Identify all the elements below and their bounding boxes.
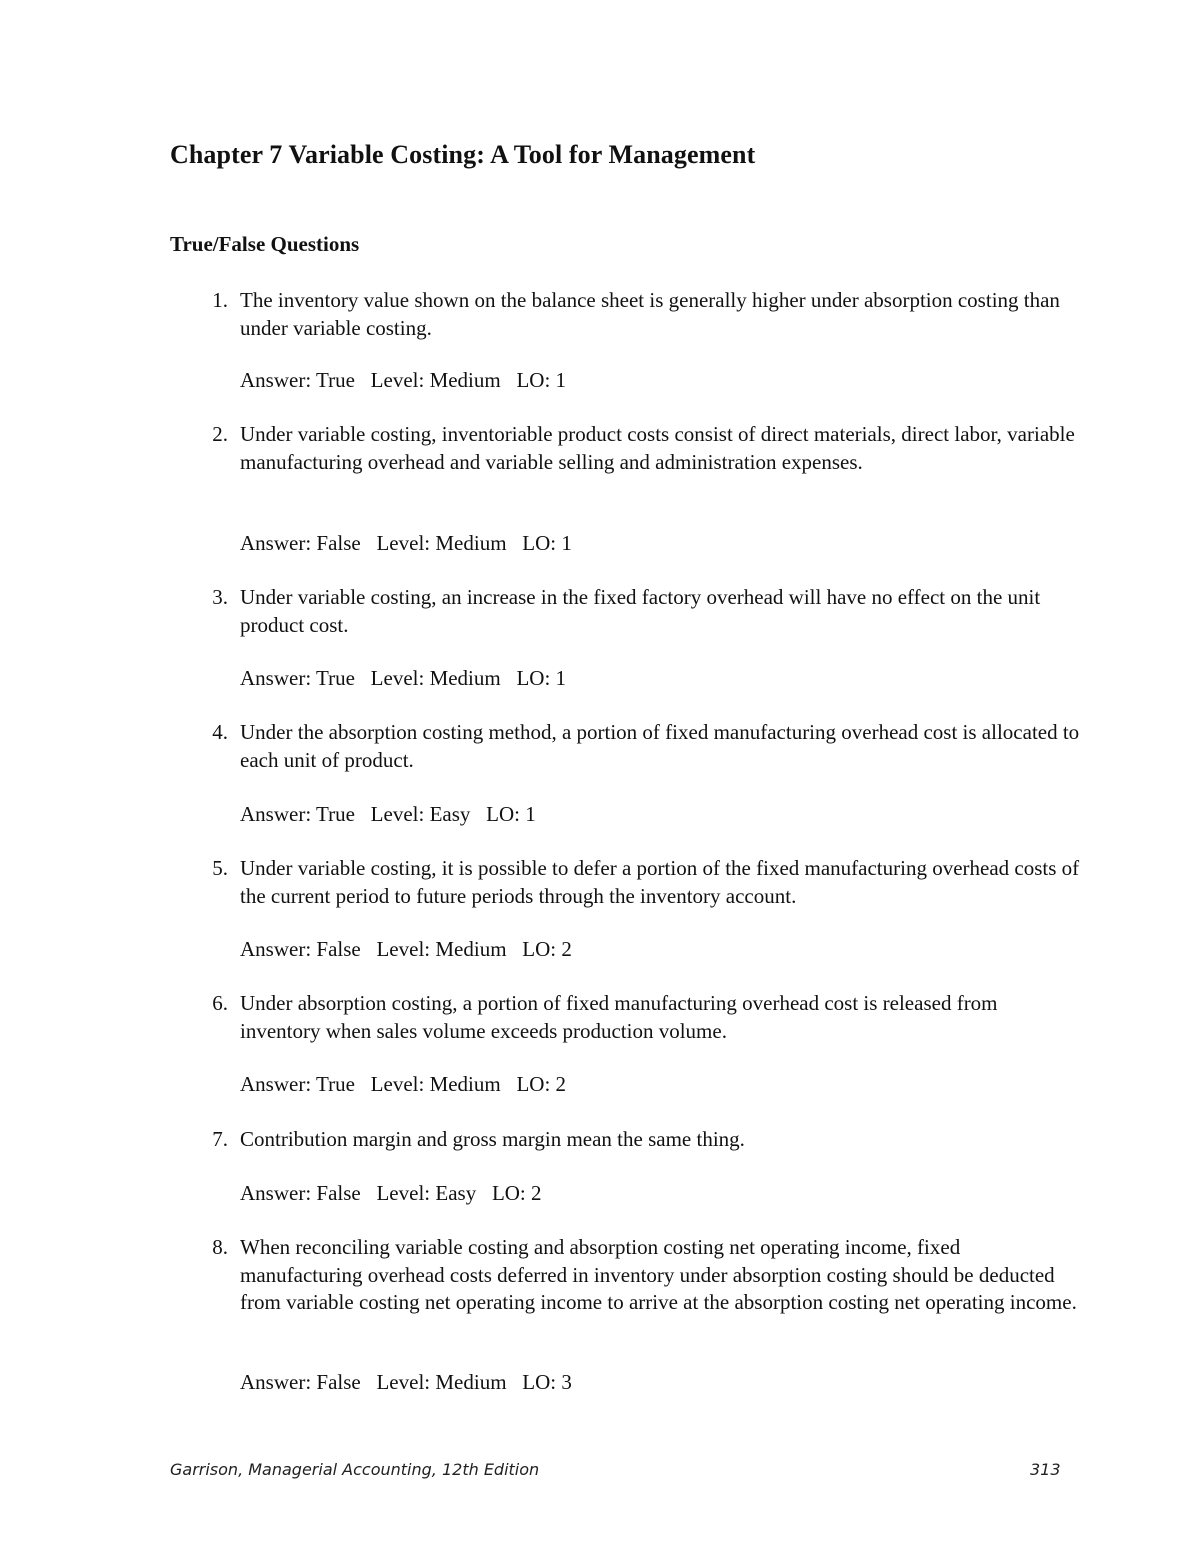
question-text: Under variable costing, it is possible to defer a portion of the fixed manufacturing overhead costs of the current period to future periods through the inventory account.: [240, 856, 1080, 908]
section-heading: True/False Questions: [170, 232, 360, 256]
question-answer: Answer: True Level: Medium LO: 1: [240, 368, 567, 392]
question-text: Under variable costing, inventoriable product costs consist of direct materials, direct labor, variable manufacturing overhead and variable selling and administration expenses.: [240, 422, 1075, 474]
question-number: 2.: [212, 422, 228, 446]
question-number: 3.: [212, 585, 228, 609]
question-answer: Answer: False Level: Medium LO: 1: [240, 531, 572, 555]
question-number: 5.: [212, 856, 228, 880]
question-text: Under the absorption costing method, a portion of fixed manufacturing overhead cost is allocated to each unit of product.: [240, 720, 1080, 772]
question-number: 8.: [212, 1235, 228, 1259]
question-text: Under variable costing, an increase in the fixed factory overhead will have no effect on the unit product cost.: [240, 585, 1041, 637]
question-text: Contribution margin and gross margin mean the same thing.: [240, 1127, 745, 1151]
question-answer: Answer: False Level: Medium LO: 2: [240, 937, 572, 961]
question-number: 1.: [212, 288, 228, 312]
question-number: 7.: [212, 1127, 228, 1151]
question-answer: Answer: True Level: Medium LO: 2: [240, 1072, 567, 1096]
question-text: The inventory value shown on the balance sheet is generally higher under absorption costing than under variable costing.: [240, 288, 1060, 340]
footer-source: Garrison, Managerial Accounting, 12th Edition: [170, 1460, 540, 1479]
question-text: Under absorption costing, a portion of fixed manufacturing overhead cost is released from inventory when sales volume exceeds production volume.: [240, 991, 998, 1043]
question-answer: Answer: True Level: Medium LO: 1: [240, 666, 567, 690]
question-number: 4.: [212, 720, 228, 744]
question-text: When reconciling variable costing and absorption costing net operating income, fixed manufacturing overhead costs deferred in inventory under absorption costing should be deducted from variable costing net operating income to arrive at the absorption costing net operating income.: [240, 1235, 1077, 1314]
question-number: 6.: [212, 991, 228, 1015]
chapter-title: Chapter 7 Variable Costing: A Tool for Management: [170, 140, 756, 169]
question-answer: Answer: True Level: Easy LO: 1: [240, 802, 536, 826]
question-answer: Answer: False Level: Easy LO: 2: [240, 1181, 542, 1205]
question-answer: Answer: False Level: Medium LO: 3: [240, 1370, 572, 1394]
footer-page-number: 313: [1030, 1460, 1061, 1479]
